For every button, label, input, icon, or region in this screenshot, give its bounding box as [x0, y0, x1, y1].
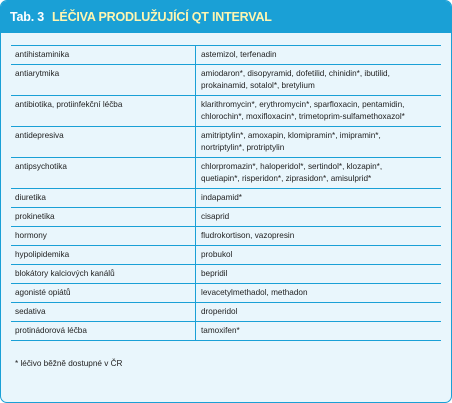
- drug-table: [11, 45, 441, 341]
- category-cell: antibiotika, protiinfekční léčba: [11, 96, 196, 126]
- table-row: [11, 227, 441, 246]
- drugs-cell: tamoxifen*: [201, 326, 240, 335]
- category-cell: sedativa: [11, 303, 196, 321]
- table-row: [11, 322, 441, 341]
- drugs-cell: fludrokortison, vazopresin: [201, 231, 295, 240]
- drugs-cell: amitriptylin*, amoxapin, klomipramin*, imipramin*, nortriptylin*, protriptylin: [201, 131, 381, 152]
- table-row: [11, 303, 441, 322]
- table-row: [11, 208, 441, 227]
- drugs-cell: bepridil: [201, 269, 228, 278]
- category-cell: prokinetika: [11, 208, 196, 226]
- table-row: [11, 246, 441, 265]
- category-cell: antiarytmika: [11, 65, 196, 95]
- drugs-cell: cisaprid: [201, 212, 230, 221]
- drugs-cell: amiodaron*, disopyramid, dofetilid, chinidin*, ibutilid, prokainamid, sotalol*, bretylium: [201, 69, 390, 90]
- category-cell: antidepresiva: [11, 127, 196, 157]
- table-row: [11, 96, 441, 127]
- category-cell: agonisté opiátů: [11, 284, 196, 302]
- table-row: [11, 265, 441, 284]
- table-number: Tab. 3: [10, 10, 44, 24]
- table-title: LÉČIVA PRODLUŽUJÍCÍ QT INTERVAL: [52, 10, 272, 24]
- table-row: [11, 46, 441, 65]
- drugs-cell: levacetylmethadol, methadon: [201, 288, 308, 297]
- category-cell: antihistaminika: [11, 46, 196, 64]
- drugs-cell: astemizol, terfenadin: [201, 50, 277, 59]
- category-cell: blokátory kalciových kanálů: [11, 265, 196, 283]
- drugs-cell: indapamid*: [201, 193, 242, 202]
- table-header: [1, 1, 451, 33]
- table-row: [11, 65, 441, 96]
- category-cell: antipsychotika: [11, 158, 196, 188]
- drugs-cell: chlorpromazin*, haloperidol*, sertindol*, klozapin*, quetiapin*, risperidon*, ziprasidon*, amisulprid*: [201, 162, 383, 183]
- category-cell: hypolipidemika: [11, 246, 196, 264]
- table-row: [11, 284, 441, 303]
- category-cell: protinádorová léčba: [11, 322, 196, 340]
- drugs-cell: droperidol: [201, 307, 238, 316]
- table-row: [11, 158, 441, 189]
- drugs-cell: klarithromycin*, erythromycin*, sparfloxacin, pentamidin, chlorochin*, moxifloxacin*, trimetoprim-sulfamethoxazol*: [201, 100, 405, 121]
- table-row: [11, 189, 441, 208]
- footnote: * léčivo běžně dostupné v ČR: [15, 359, 123, 368]
- table-row: [11, 127, 441, 158]
- drugs-cell: probukol: [201, 250, 233, 259]
- category-cell: hormony: [11, 227, 196, 245]
- category-cell: diuretika: [11, 189, 196, 207]
